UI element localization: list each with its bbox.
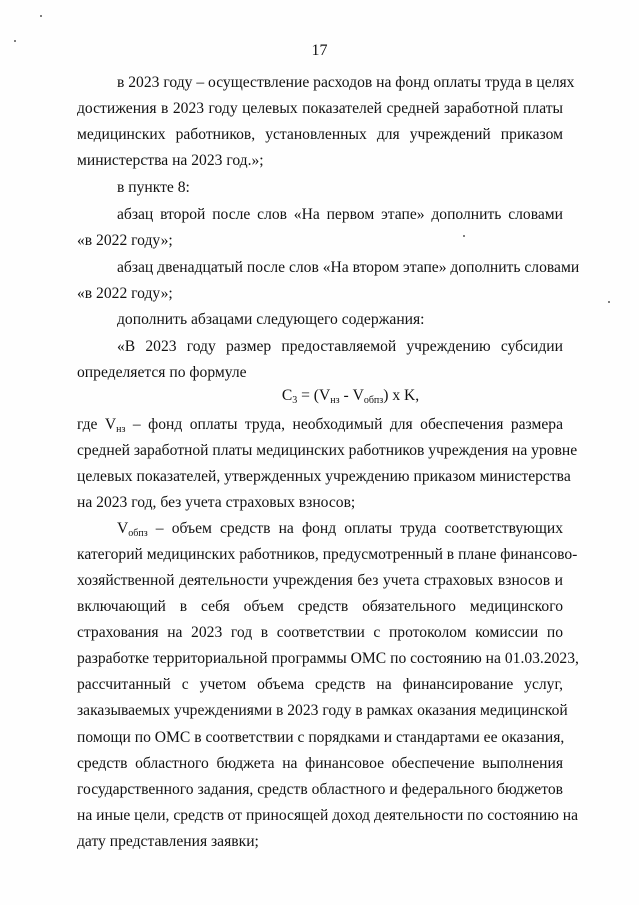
text-line: страхования на 2023 год в соответствии с протоколом комиссии по xyxy=(77,624,563,641)
page-number: 17 xyxy=(311,42,328,59)
text-line: помощи по ОМС в соответствии с порядками и стандартами ее оказания, xyxy=(77,729,565,746)
scan-speck xyxy=(608,301,610,303)
scan-speck xyxy=(463,235,465,237)
text-line: «в 2022 году»; xyxy=(77,232,173,249)
definition-text: – фонд оплаты труда, необходимый для обеспечения размера xyxy=(125,416,564,433)
text-line: заказываемых учреждениями в 2023 году в рамках оказания медицинской xyxy=(77,702,568,719)
text-line: категорий медицинских работников, предусмотренный в плане финансово- xyxy=(77,546,578,563)
text-line: в пункте 8: xyxy=(117,179,190,196)
text-line: абзац второй после слов «На первом этапе» дополнить словами xyxy=(117,206,563,223)
text-line: целевых показателей, утвержденных учреждению приказом министерства xyxy=(77,468,571,485)
text-line: включающий в себя объем средств обязательного медицинского xyxy=(77,598,563,615)
text-line: министерства на 2023 год.»; xyxy=(77,152,264,169)
formula-subscript: 3 xyxy=(292,395,298,406)
text-line: разработке территориальной программы ОМС по состоянию на 01.03.2023, xyxy=(77,650,579,667)
definition-subscript: нз xyxy=(116,424,126,435)
definition-prefix: V xyxy=(117,520,129,537)
text-line: абзац двенадцатый после слов «На втором этапе» дополнить словами xyxy=(117,259,580,276)
scan-speck xyxy=(40,15,42,17)
text-line: средней заработной платы медицинских работников учреждения на уровне xyxy=(77,442,578,459)
text-line: медицинских работников, установленных для учреждений приказом xyxy=(77,126,563,143)
formula-subscript: обпз xyxy=(363,395,384,406)
text-line: определяется по формуле xyxy=(77,364,247,381)
text-line: на иные цели, средств от приносящей доход деятельности по состоянию на xyxy=(77,807,579,824)
formula-part: = (V xyxy=(297,387,331,404)
scan-speck xyxy=(14,40,16,42)
text-line: достижения в 2023 году целевых показателей средней заработной платы xyxy=(77,100,563,117)
text-line: на 2023 год, без учета страховых взносов; xyxy=(77,494,356,511)
text-line: государственного задания, средств областного и федерального бюджетов xyxy=(77,781,563,798)
definition-vobpz xyxy=(117,519,563,539)
text-line: рассчитанный с учетом объема средств на финансирование услуг, xyxy=(77,676,563,693)
formula-part: C xyxy=(281,387,293,404)
text-line: средств областного бюджета на финансовое обеспечение выполнения xyxy=(77,755,563,772)
text-line: хозяйственной деятельности учреждения без учета страховых взносов и xyxy=(77,572,563,589)
subsidy-formula xyxy=(0,387,639,405)
formula-part: - V xyxy=(339,387,364,404)
text-line: дополнить абзацами следующего содержания: xyxy=(117,311,425,328)
text-line: «в 2022 году»; xyxy=(77,285,173,302)
definition-text: – объем средств на фонд оплаты труда соответствующих xyxy=(147,520,563,537)
definition-subscript: обпз xyxy=(128,528,148,539)
formula-subscript: нз xyxy=(330,395,340,406)
text-line: в 2023 году – осуществление расходов на фонд оплаты труда в целях xyxy=(117,74,575,91)
definition-vnz xyxy=(77,415,563,435)
text-line: «В 2023 году размер предоставляемой учреждению субсидии xyxy=(117,338,563,355)
definition-prefix: где V xyxy=(77,416,117,433)
formula-part: ) x K, xyxy=(383,387,420,404)
text-line: дату представления заявки; xyxy=(77,833,259,850)
